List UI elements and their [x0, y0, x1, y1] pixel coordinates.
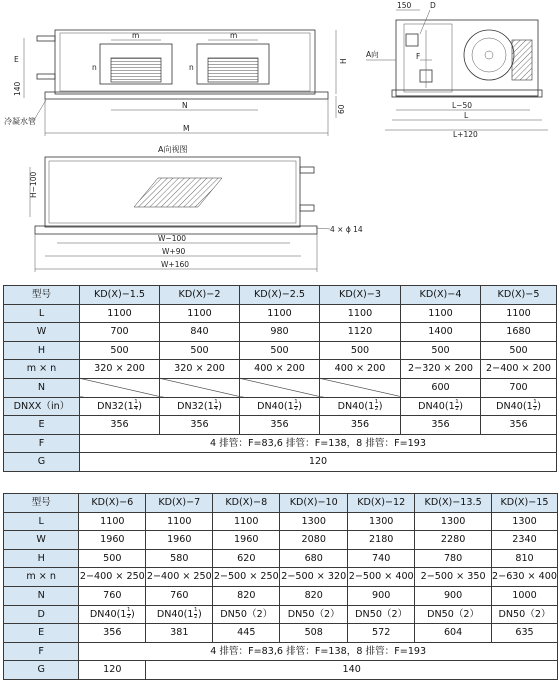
- label-N: N: [182, 101, 188, 110]
- table-row: [4, 360, 557, 379]
- data-cell: 1680: [481, 323, 557, 342]
- row-label: G: [4, 453, 80, 472]
- label-n-2: n: [189, 63, 194, 72]
- table-row: [4, 531, 558, 550]
- table-row: [4, 586, 558, 605]
- data-cell: 2−500 × 250: [213, 568, 280, 587]
- data-cell: 445: [213, 624, 280, 643]
- data-cell: 1100: [320, 304, 401, 323]
- table-row: [4, 642, 558, 661]
- data-cell: 1300: [280, 512, 348, 531]
- header-model: KD(X)−4: [401, 286, 481, 305]
- table-row: [4, 661, 558, 680]
- data-cell: 1100: [146, 512, 213, 531]
- data-cell: 1100: [80, 304, 160, 323]
- f-value-cell: 4 排管：F=83,6 排管：F=138，8 排管：F=193: [80, 434, 557, 453]
- data-cell: 356: [481, 416, 557, 435]
- fraction: $\frac{1}{2}$: [374, 399, 379, 412]
- label-H-minus-100: H−100: [29, 171, 38, 198]
- data-cell: 572: [348, 624, 415, 643]
- header-model: KD(X)−3: [320, 286, 401, 305]
- row-label: m × n: [4, 360, 80, 379]
- label-F: F: [416, 52, 421, 61]
- data-cell: 2−400 × 200: [481, 360, 557, 379]
- data-cell: DN32(1 $\frac{1}{4}$ ): [160, 397, 240, 416]
- data-cell: 840: [160, 323, 240, 342]
- data-cell: 1100: [401, 304, 481, 323]
- data-cell: 1300: [415, 512, 492, 531]
- row-label: L: [4, 304, 80, 323]
- header-model: KD(X)−7: [146, 494, 213, 513]
- label-W-minus-100: W−100: [158, 234, 187, 243]
- table-row: [4, 568, 558, 587]
- table-row: [4, 453, 557, 472]
- fraction: $\frac{1}{2}$: [193, 607, 198, 620]
- data-cell: 1100: [213, 512, 280, 531]
- row-label: F: [4, 434, 80, 453]
- data-cell: 620: [213, 549, 280, 568]
- data-cell: DN50（2）: [280, 605, 348, 624]
- data-cell: 1300: [348, 512, 415, 531]
- data-cell: 604: [415, 624, 492, 643]
- label-E: E: [14, 55, 19, 64]
- data-cell: 980: [240, 323, 320, 342]
- row-label: E: [4, 624, 79, 643]
- row-label: N: [4, 378, 80, 397]
- label-150: 150: [397, 1, 412, 10]
- f-value-cell: 4 排管：F=83,6 排管：F=138，8 排管：F=193: [79, 642, 558, 661]
- label-M: M: [183, 124, 190, 133]
- header-row: [4, 286, 557, 305]
- data-cell: 320 × 200: [160, 360, 240, 379]
- data-cell: 320 × 200: [80, 360, 160, 379]
- data-cell: 356: [401, 416, 481, 435]
- data-cell: 600: [401, 378, 481, 397]
- data-cell: 700: [80, 323, 160, 342]
- label-m-2: m: [230, 31, 238, 40]
- row-label: G: [4, 661, 79, 680]
- data-cell: 500: [481, 341, 557, 360]
- data-cell: 1120: [320, 323, 401, 342]
- data-cell: DN40(1 $\frac{1}{2}$ ): [146, 605, 213, 624]
- spec-table-1: [3, 285, 557, 472]
- label-60: 60: [337, 104, 346, 114]
- header-model: KD(X)−6: [79, 494, 146, 513]
- data-cell: DN40(1 $\frac{1}{2}$ ): [79, 605, 146, 624]
- data-cell: DN40(1 $\frac{1}{2}$ ): [240, 397, 320, 416]
- label-W-plus-90: W+90: [162, 247, 186, 256]
- header-model: KD(X)−2: [160, 286, 240, 305]
- data-cell: 2−630 × 400: [492, 568, 558, 587]
- label-m-1: m: [132, 31, 140, 40]
- label-a-dir: A向: [366, 50, 379, 59]
- data-cell: 2−400 × 250: [79, 568, 146, 587]
- data-cell: 820: [280, 586, 348, 605]
- row-label: F: [4, 642, 79, 661]
- spec-table-2: [3, 493, 558, 680]
- data-cell: DN50（2）: [348, 605, 415, 624]
- fraction: $\frac{1}{2}$: [294, 399, 298, 412]
- data-cell: 1300: [492, 512, 558, 531]
- data-cell: 356: [80, 416, 160, 435]
- table-row: [4, 624, 558, 643]
- data-cell: 2−320 × 200: [401, 360, 481, 379]
- data-cell: 381: [146, 624, 213, 643]
- header-model: KD(X)−5: [481, 286, 557, 305]
- row-label: L: [4, 512, 79, 531]
- row-label: H: [4, 341, 80, 360]
- row-label: W: [4, 323, 80, 342]
- data-cell: 500: [401, 341, 481, 360]
- data-cell: 900: [415, 586, 492, 605]
- row-label: DNXX（in）: [4, 397, 80, 416]
- fraction: $\frac{1}{2}$: [455, 399, 459, 412]
- table-row: [4, 416, 557, 435]
- data-cell: DN40(1 $\frac{1}{2}$ ): [401, 397, 481, 416]
- data-cell: 2−500 × 400: [348, 568, 415, 587]
- data-cell: 700: [481, 378, 557, 397]
- data-cell: DN32(1 $\frac{1}{4}$ ): [80, 397, 160, 416]
- label-140: 140: [13, 81, 22, 96]
- fraction: $\frac{1}{4}$: [214, 399, 218, 412]
- label-a-view: A向视图: [158, 145, 188, 154]
- fraction: $\frac{1}{2}$: [127, 607, 131, 620]
- data-cell: 500: [79, 549, 146, 568]
- header-model-label: 型号: [4, 286, 80, 305]
- label-L-minus-50: L−50: [452, 101, 473, 110]
- data-cell: DN50（2）: [213, 605, 280, 624]
- front-view: [4, 30, 348, 136]
- table-row: [4, 605, 558, 624]
- header-model: KD(X)−13.5: [415, 494, 492, 513]
- data-cell: 2340: [492, 531, 558, 550]
- data-cell: 1960: [146, 531, 213, 550]
- table-row: [4, 434, 557, 453]
- header-model: KD(X)−2.5: [240, 286, 320, 305]
- data-cell: DN50（2）: [492, 605, 558, 624]
- label-W-plus-160: W+160: [161, 260, 190, 269]
- table-row: [4, 341, 557, 360]
- data-cell: 2080: [280, 531, 348, 550]
- label-n-1: n: [92, 63, 97, 72]
- g-value-cell: 120: [79, 661, 146, 680]
- data-cell: 500: [320, 341, 401, 360]
- data-cell: 2280: [415, 531, 492, 550]
- data-cell: 508: [280, 624, 348, 643]
- row-label: E: [4, 416, 80, 435]
- empty-diagonal-cell: [320, 378, 401, 397]
- label-H: H: [339, 58, 348, 64]
- label-L: L: [464, 111, 469, 120]
- data-cell: DN40(1 $\frac{1}{2}$ ): [320, 397, 401, 416]
- label-hole: 4 × ϕ 14: [330, 225, 363, 234]
- data-cell: 1100: [481, 304, 557, 323]
- data-cell: 500: [160, 341, 240, 360]
- data-cell: 2−500 × 320: [280, 568, 348, 587]
- data-cell: 356: [79, 624, 146, 643]
- data-cell: 820: [213, 586, 280, 605]
- data-cell: 400 × 200: [240, 360, 320, 379]
- header-model: KD(X)−12: [348, 494, 415, 513]
- data-cell: 1000: [492, 586, 558, 605]
- label-L-plus-120: L+120: [453, 130, 478, 139]
- header-model: KD(X)−15: [492, 494, 558, 513]
- data-cell: DN50（2）: [415, 605, 492, 624]
- data-cell: 680: [280, 549, 348, 568]
- table-row: [4, 397, 557, 416]
- data-cell: 2−400 × 250: [146, 568, 213, 587]
- label-condensate: 冷凝水管: [4, 117, 36, 126]
- data-cell: 1960: [79, 531, 146, 550]
- data-cell: 500: [240, 341, 320, 360]
- header-model: KD(X)−1.5: [80, 286, 160, 305]
- header-row: [4, 494, 558, 513]
- row-label: N: [4, 586, 79, 605]
- table-row: [4, 304, 557, 323]
- data-cell: 1100: [240, 304, 320, 323]
- data-cell: 635: [492, 624, 558, 643]
- row-label: m × n: [4, 568, 79, 587]
- data-cell: 500: [80, 341, 160, 360]
- data-cell: 1100: [79, 512, 146, 531]
- data-cell: 780: [415, 549, 492, 568]
- technical-drawing: [0, 0, 558, 282]
- empty-diagonal-cell: [80, 378, 160, 397]
- g-value-cell: 120: [80, 453, 557, 472]
- g-value-cell: 140: [146, 661, 558, 680]
- row-label: H: [4, 549, 79, 568]
- empty-diagonal-cell: [160, 378, 240, 397]
- data-cell: 1100: [160, 304, 240, 323]
- data-cell: 400 × 200: [320, 360, 401, 379]
- data-cell: 580: [146, 549, 213, 568]
- table-row: [4, 512, 558, 531]
- row-label: W: [4, 531, 79, 550]
- data-cell: 740: [348, 549, 415, 568]
- data-cell: 1400: [401, 323, 481, 342]
- label-D: D: [430, 1, 436, 10]
- table-row: [4, 378, 557, 397]
- header-model: KD(X)−8: [213, 494, 280, 513]
- data-cell: 356: [320, 416, 401, 435]
- data-cell: 1960: [213, 531, 280, 550]
- header-model-label: 型号: [4, 494, 79, 513]
- table-row: [4, 549, 558, 568]
- row-label: D: [4, 605, 79, 624]
- data-cell: DN40(1 $\frac{1}{2}$ ): [481, 397, 557, 416]
- data-cell: 760: [79, 586, 146, 605]
- data-cell: 760: [146, 586, 213, 605]
- fraction: $\frac{1}{4}$: [134, 399, 138, 412]
- header-model: KD(X)−10: [280, 494, 348, 513]
- fraction: $\frac{1}{2}$: [533, 399, 537, 412]
- data-cell: 356: [160, 416, 240, 435]
- a-direction-view: [29, 144, 363, 272]
- side-view: [366, 1, 548, 139]
- table-row: [4, 323, 557, 342]
- data-cell: 810: [492, 549, 558, 568]
- empty-diagonal-cell: [240, 378, 320, 397]
- data-cell: 2180: [348, 531, 415, 550]
- data-cell: 356: [240, 416, 320, 435]
- data-cell: 900: [348, 586, 415, 605]
- data-cell: 2−500 × 350: [415, 568, 492, 587]
